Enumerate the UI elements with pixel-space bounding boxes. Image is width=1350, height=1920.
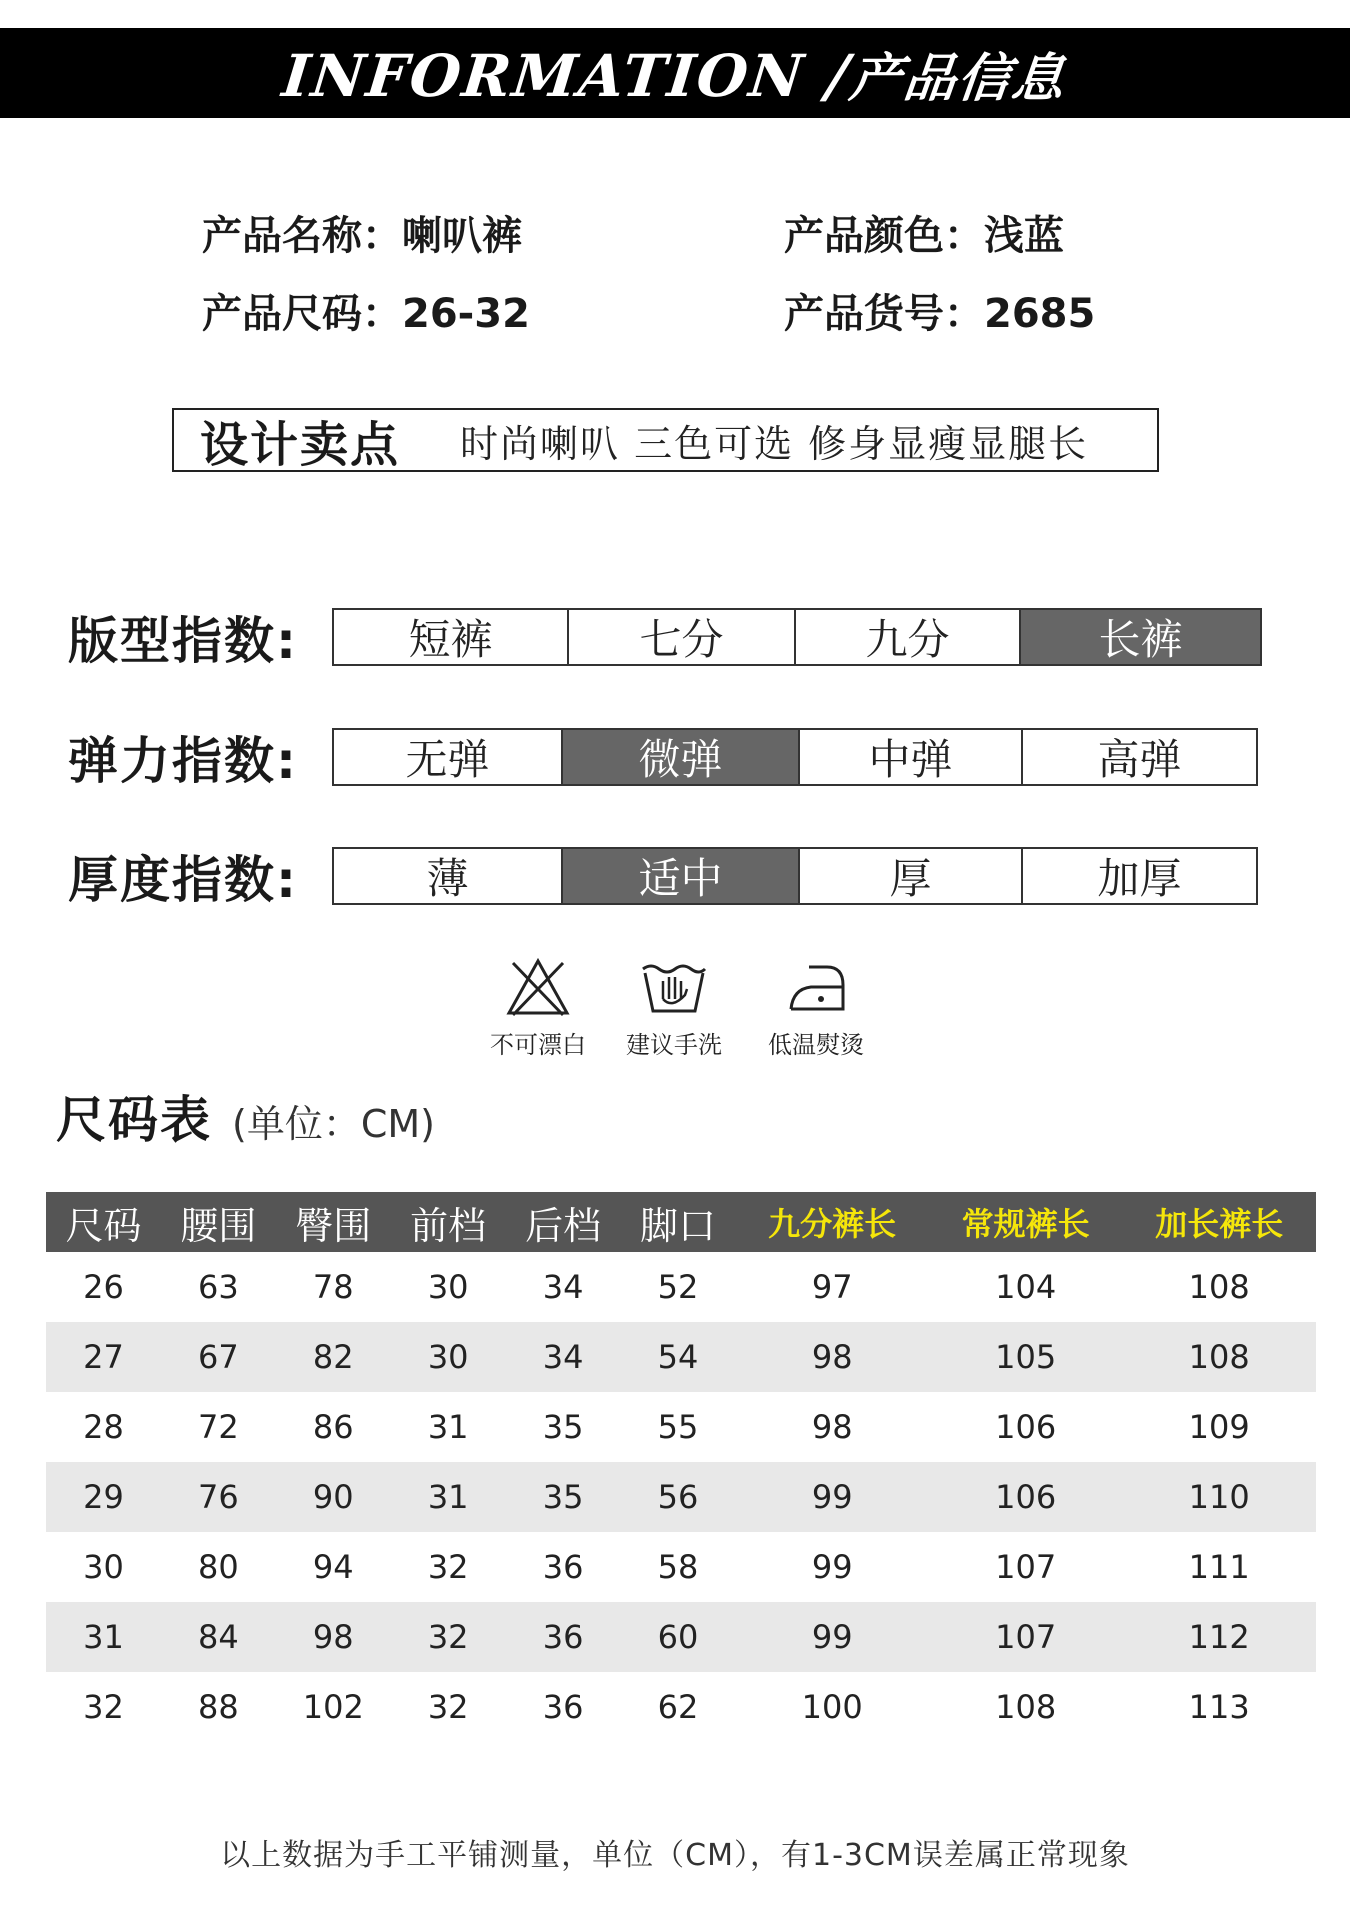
header-banner xyxy=(0,28,1350,118)
table-row xyxy=(46,1462,1316,1532)
table-cell: 30 xyxy=(83,1548,124,1586)
table-cell: 112 xyxy=(1122,1602,1316,1672)
table-cell: 32 xyxy=(391,1602,506,1672)
size-chart-header-row xyxy=(46,1192,1316,1252)
product-name-value: 喇叭裤 xyxy=(402,213,522,259)
table-cell: 31 xyxy=(427,1408,469,1446)
table-cell: 36 xyxy=(506,1602,621,1672)
size-chart-unit: (单位：CM) xyxy=(232,1102,435,1146)
header-waist: 腰围 xyxy=(161,1192,276,1252)
table-cell: 102 xyxy=(302,1688,364,1726)
product-size xyxy=(202,282,530,339)
table-cell: 30 xyxy=(391,1322,506,1392)
low-temp-iron-icon xyxy=(781,955,851,1019)
banner-title xyxy=(279,36,1070,111)
table-cell: 58 xyxy=(657,1548,699,1586)
hand-wash-label: 建议手洗 xyxy=(626,1031,722,1059)
table-cell: 27 xyxy=(46,1322,161,1392)
fit-option-cropped: 七分 xyxy=(569,610,796,664)
size-chart-table xyxy=(46,1192,1316,1742)
table-cell: 108 xyxy=(1188,1268,1250,1306)
table-cell: 35 xyxy=(542,1408,584,1446)
table-cell: 36 xyxy=(542,1548,584,1586)
header-back-rise: 后档 xyxy=(506,1192,621,1252)
header-hip: 臀围 xyxy=(276,1192,391,1252)
thickness-index-options xyxy=(332,847,1258,905)
table-cell: 98 xyxy=(276,1602,391,1672)
stretch-option-slight: 微弹 xyxy=(563,730,800,784)
table-cell: 108 xyxy=(1122,1322,1316,1392)
table-row xyxy=(46,1672,1316,1742)
table-cell: 26 xyxy=(83,1268,124,1306)
table-cell: 32 xyxy=(427,1548,469,1586)
product-code xyxy=(784,282,1095,339)
banner-title-sep: / xyxy=(801,41,854,110)
product-color-label: 产品颜色： xyxy=(784,213,984,259)
table-row xyxy=(46,1322,1316,1392)
table-cell: 104 xyxy=(995,1268,1057,1306)
thickness-option-extra-thick: 加厚 xyxy=(1097,854,1182,903)
table-cell: 31 xyxy=(46,1602,161,1672)
table-cell: 78 xyxy=(312,1268,354,1306)
table-cell: 32 xyxy=(83,1688,124,1726)
no-bleach-icon xyxy=(503,955,573,1019)
table-cell: 30 xyxy=(427,1268,469,1306)
table-cell: 36 xyxy=(542,1688,584,1726)
stretch-index-options xyxy=(332,728,1258,786)
banner-title-en: INFORMATION xyxy=(279,41,809,110)
table-cell: 76 xyxy=(161,1462,276,1532)
stretch-index-row xyxy=(68,728,1258,790)
low-temp-iron-label: 低温熨烫 xyxy=(768,1031,864,1059)
stretch-option-medium: 中弹 xyxy=(800,730,1023,784)
table-cell: 88 xyxy=(198,1688,239,1726)
table-cell: 97 xyxy=(811,1268,853,1306)
stretch-index-label: 弹力指数: xyxy=(68,732,298,790)
stretch-option-none: 无弹 xyxy=(334,730,563,784)
header-size: 尺码 xyxy=(46,1192,161,1252)
care-low-temp-iron xyxy=(768,955,864,1060)
table-cell: 72 xyxy=(198,1408,239,1446)
measurement-note: 以上数据为手工平铺测量，单位（CM），有1-3CM误差属正常现象 xyxy=(220,1838,1130,1873)
table-row xyxy=(46,1392,1316,1462)
product-name-label: 产品名称： xyxy=(202,213,402,259)
table-cell: 62 xyxy=(657,1688,699,1726)
table-cell: 31 xyxy=(391,1462,506,1532)
table-row xyxy=(46,1602,1316,1672)
table-cell: 82 xyxy=(276,1322,391,1392)
table-cell: 90 xyxy=(276,1462,391,1532)
hand-wash-icon xyxy=(639,955,709,1019)
table-cell: 106 xyxy=(929,1462,1123,1532)
header-ankle-length: 九分裤长 xyxy=(735,1192,929,1252)
table-cell: 98 xyxy=(811,1408,853,1446)
table-cell: 80 xyxy=(198,1548,239,1586)
selling-points-text: 时尚喇叭 三色可选 修身显瘦显腿长 xyxy=(460,421,1089,466)
product-size-label: 产品尺码： xyxy=(202,291,402,337)
table-cell: 35 xyxy=(506,1462,621,1532)
table-cell: 108 xyxy=(995,1688,1057,1726)
table-row xyxy=(46,1252,1316,1322)
table-cell: 111 xyxy=(1188,1548,1250,1586)
header-regular-length: 常规裤长 xyxy=(929,1192,1123,1252)
thickness-option-thick: 厚 xyxy=(800,849,1023,903)
header-front-rise: 前档 xyxy=(391,1192,506,1252)
table-cell: 56 xyxy=(621,1462,736,1532)
table-cell: 106 xyxy=(995,1408,1057,1446)
table-cell: 84 xyxy=(161,1602,276,1672)
care-no-bleach xyxy=(490,955,586,1060)
table-cell: 63 xyxy=(198,1268,239,1306)
selling-points-box xyxy=(172,408,1159,472)
banner-title-cn: 产品信息 xyxy=(846,48,1070,109)
table-cell: 99 xyxy=(735,1462,929,1532)
table-cell: 86 xyxy=(312,1408,354,1446)
size-chart-heading xyxy=(56,1080,435,1152)
product-color xyxy=(784,204,1064,261)
product-size-value: 26-32 xyxy=(402,291,530,337)
fit-option-ankle: 九分 xyxy=(796,610,1021,664)
selling-points-label: 设计卖点 xyxy=(200,416,401,473)
product-name xyxy=(202,204,522,261)
table-cell: 94 xyxy=(312,1548,354,1586)
table-cell: 29 xyxy=(46,1462,161,1532)
product-color-value: 浅蓝 xyxy=(984,213,1064,259)
table-cell: 99 xyxy=(735,1602,929,1672)
fit-option-shorts: 短裤 xyxy=(334,610,569,664)
thickness-option-moderate: 适中 xyxy=(563,849,800,903)
product-code-label: 产品货号： xyxy=(784,291,984,337)
table-cell: 110 xyxy=(1122,1462,1316,1532)
care-hand-wash xyxy=(626,955,722,1060)
table-cell: 34 xyxy=(506,1322,621,1392)
stretch-option-high: 高弹 xyxy=(1097,735,1182,784)
table-cell: 99 xyxy=(811,1548,853,1586)
table-cell: 28 xyxy=(83,1408,124,1446)
fit-index-row xyxy=(68,608,1262,670)
table-cell: 107 xyxy=(929,1602,1123,1672)
thickness-index-row xyxy=(68,847,1258,909)
table-cell: 109 xyxy=(1188,1408,1250,1446)
table-cell: 113 xyxy=(1188,1688,1250,1726)
table-cell: 67 xyxy=(161,1322,276,1392)
table-cell: 100 xyxy=(801,1688,863,1726)
table-cell: 34 xyxy=(542,1268,584,1306)
table-cell: 105 xyxy=(929,1322,1123,1392)
table-cell: 52 xyxy=(657,1268,699,1306)
table-row xyxy=(46,1532,1316,1602)
fit-index-label: 版型指数: xyxy=(68,612,298,670)
thickness-option-thin: 薄 xyxy=(334,849,563,903)
no-bleach-label: 不可漂白 xyxy=(490,1031,586,1059)
table-cell: 54 xyxy=(621,1322,736,1392)
table-cell: 98 xyxy=(735,1322,929,1392)
table-cell: 55 xyxy=(657,1408,699,1446)
product-code-value: 2685 xyxy=(984,291,1096,337)
table-cell: 60 xyxy=(621,1602,736,1672)
size-chart-title: 尺码表 xyxy=(56,1091,212,1149)
fit-index-options xyxy=(332,608,1262,666)
header-long-length: 加长裤长 xyxy=(1122,1192,1316,1252)
fit-option-long: 长裤 xyxy=(1021,610,1260,664)
thickness-index-label: 厚度指数: xyxy=(68,851,298,909)
table-cell: 32 xyxy=(427,1688,469,1726)
table-cell: 107 xyxy=(995,1548,1057,1586)
header-leg-opening: 脚口 xyxy=(621,1192,736,1252)
